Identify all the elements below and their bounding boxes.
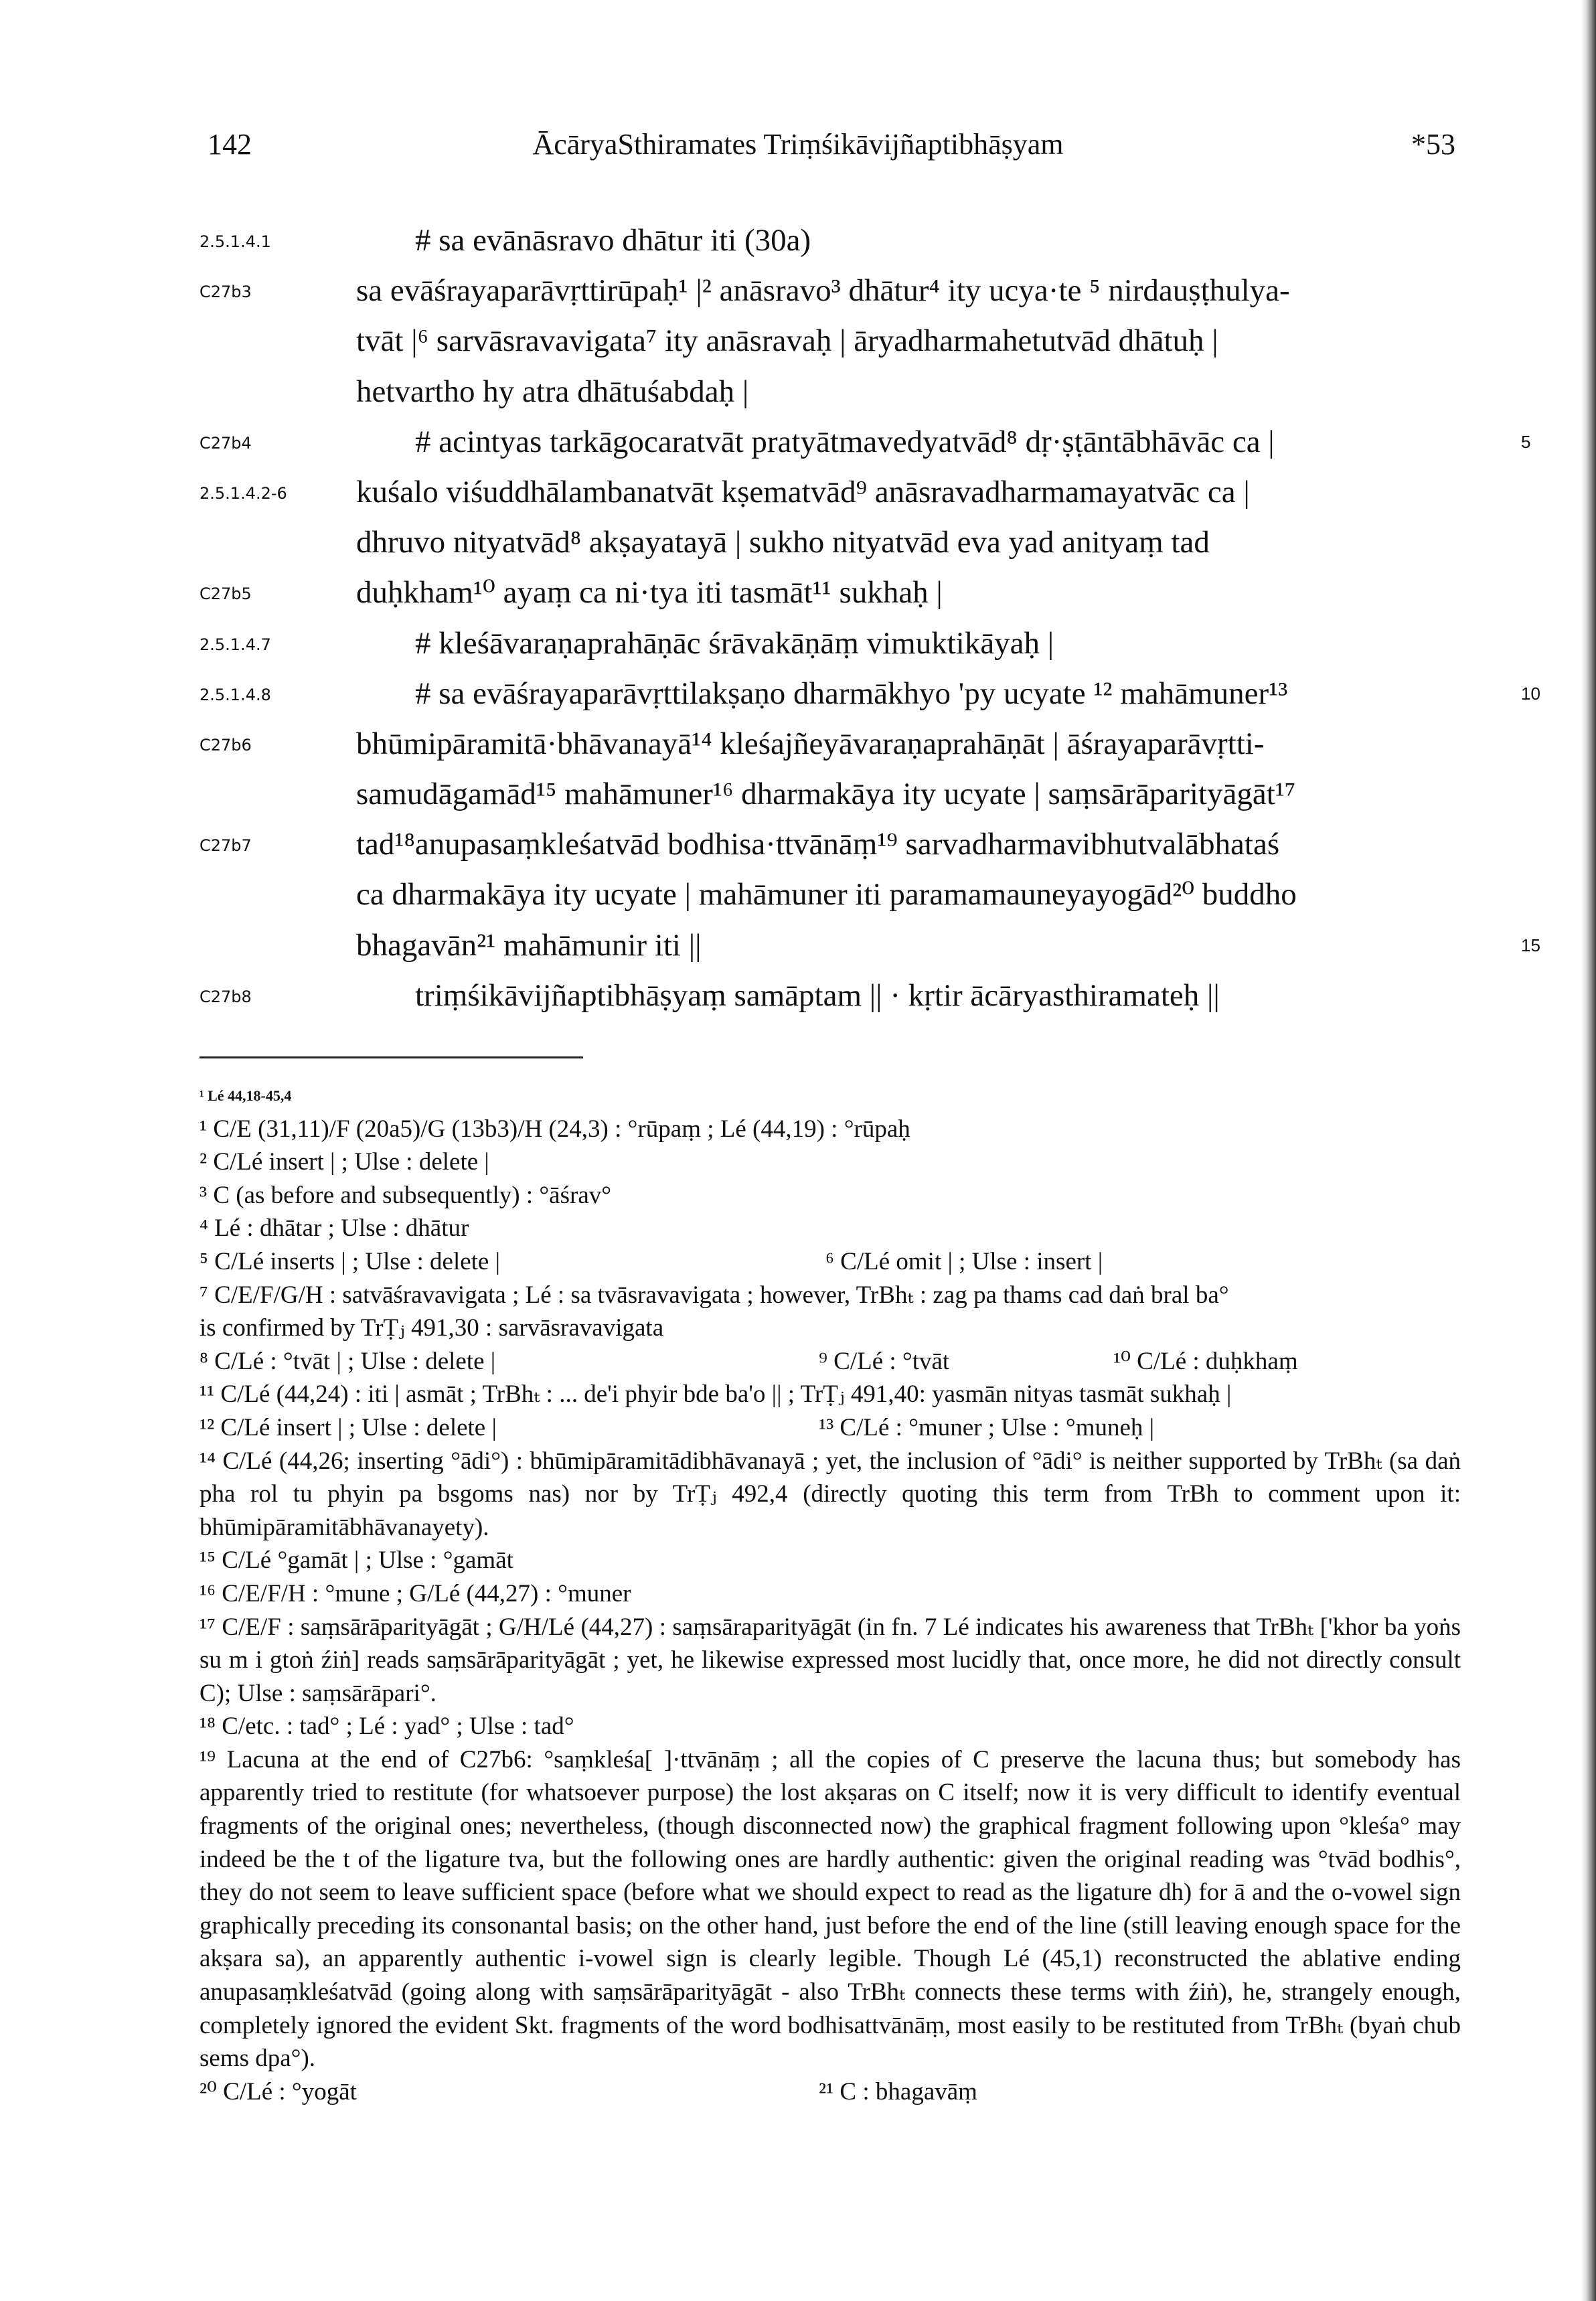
line-number: 15 — [1521, 935, 1540, 955]
main-line — [0, 417, 1596, 467]
line-text: # sa evāśrayaparāvṛttilakṣaṇo dharmākhyo 'py ucyate ¹² mahāmuner¹³ — [415, 676, 1288, 711]
line-reference: 2.5.1.4.2-6 — [200, 483, 287, 503]
running-title: ĀcāryaSthiramates Triṃśikāvijñaptibhāṣyam — [532, 128, 1064, 161]
footnote: ¹⁵ C/Lé °gamāt | ; Ulse : °gamāt — [200, 1546, 513, 1575]
line-reference: C27b3 — [200, 283, 252, 302]
footnotes — [200, 1079, 1461, 2108]
footnote: ⁶ C/Lé omit | ; Ulse : insert | — [825, 1247, 1103, 1275]
footnote: ⁸ C/Lé : °tvāt | ; Ulse : delete | — [200, 1347, 496, 1375]
line-text: ca dharmakāya ity ucyate | mahāmuner iti paramamauneyayogād²⁰ buddho — [356, 877, 1297, 913]
line-reference: C27b4 — [200, 433, 252, 453]
footnote-row — [200, 1411, 1461, 1445]
footnote: ¹¹ C/Lé (44,24) : iti | asmāt ; TrBhₜ : ... de'i phyir bde ba'o || ; TrṬⱼ 491,40: yasmān nityas tasmāt sukhaḥ | — [200, 1380, 1232, 1409]
line-text: # kleśāvaraṇaprahāṇāc śrāvakāṇāṃ vimuktikāyaḥ | — [415, 625, 1054, 661]
line-text: sa evāśrayaparāvṛttirūpaḥ¹ |² anāsravo³ dhātur⁴ ity ucya·te ⁵ nirdauṣṭhulya- — [356, 273, 1290, 309]
footnote: ⁵ C/Lé inserts | ; Ulse : delete | — [200, 1247, 501, 1275]
line-text: tvāt |⁶ sarvāsravavigata⁷ ity anāsravaḥ | āryadharmahetutvād dhātuḥ | — [356, 323, 1218, 359]
footnote: ¹³ C/Lé : °muner ; Ulse : °muneḥ | — [819, 1413, 1155, 1441]
line-text: triṃśikāvijñaptibhāṣyaṃ samāptam || · kṛtir ācāryasthiramateḥ || — [415, 977, 1220, 1013]
footnote: ¹² C/Lé insert | ; Ulse : delete | — [200, 1413, 497, 1441]
running-header — [0, 127, 1596, 167]
line-reference: C27b5 — [200, 584, 252, 604]
footnote: ³ C (as before and subsequently) : °āśrav° — [200, 1181, 612, 1209]
footnote-row — [200, 2075, 1461, 2109]
main-line — [0, 669, 1596, 719]
footnote-rule — [200, 1056, 583, 1058]
footnote: ¹⁶ C/E/F/H : °mune ; G/Lé (44,27) : °muner — [200, 1579, 631, 1607]
line-reference: 2.5.1.4.7 — [200, 635, 271, 654]
footnote: ¹⁰ C/Lé : duḥkhaṃ — [1113, 1347, 1298, 1375]
main-line — [0, 971, 1596, 1021]
main-line — [0, 216, 1596, 266]
line-text: bhagavān²¹ mahāmunir iti || — [356, 927, 702, 963]
footnote: ¹ Lé 44,18-45,4 — [200, 1087, 292, 1104]
main-line — [0, 619, 1596, 669]
main-line — [0, 316, 1596, 366]
folio-number: *53 — [1411, 128, 1455, 161]
footnote-row — [200, 1245, 1461, 1279]
line-reference: C27b7 — [200, 836, 252, 856]
main-line — [0, 719, 1596, 769]
line-reference: 2.5.1.4.8 — [200, 685, 271, 704]
line-reference: C27b6 — [200, 735, 252, 755]
main-line — [0, 769, 1596, 819]
footnote: ¹⁴ C/Lé (44,26; inserting °ādi°) : bhūmipāramitādibhāvanayā ; yet, the inclusion of °ādi° is neither supported by TrBhₜ (sa daṅ pha rol tu phyin pa bsgoms nas) nor by TrṬⱼ 492,4 (directly quoting this term from TrBh to comment upon it: bhūmipāramitābhāvanayety). — [200, 1447, 1461, 1541]
main-line — [0, 568, 1596, 618]
line-number: 10 — [1521, 683, 1540, 704]
line-text: duḥkham¹⁰ ayaṃ ca ni·tya iti tasmāt¹¹ sukhaḥ | — [356, 575, 943, 611]
footnote: ² C/Lé insert | ; Ulse : delete | — [200, 1148, 489, 1176]
footnote: ⁴ Lé : dhātar ; Ulse : dhātur — [200, 1214, 469, 1243]
line-text: dhruvo nityatvād⁸ akṣayatayā | sukho nityatvād eva yad anityaṃ tad — [356, 525, 1210, 560]
main-line — [0, 921, 1596, 971]
footnote: ¹⁹ Lacuna at the end of C27b6: °saṃkleśa[ ]·ttvānāṃ ; all the copies of C preserve the lacuna thus; but somebody has apparently tried to restitute (for whatsoever purpose) the lost akṣaras on C itself; now it is very difficult to identify eventual fragments of the original ones; nevertheless, (though disconnected now) the graphical fragment following upon °kleśa° may indeed be the t of the ligature tva, but the following ones are hardly authentic: given the original reading was °tvād bodhis°, they do not seem to leave sufficient space (before what we should expect to read as the ligature dh) for ā and the o-vowel sign graphically preceding its consonantal basis; on the other hand, just before the end of the line (still leaving enough space for the akṣara sa), an apparently authentic i-vowel sign is clearly legible. Though Lé (45,1) reconstructed the ablative ending anupasaṃkleśatvād (going along with saṃsārāparityāgāt - also TrBhₜ connects these terms with źiṅ), he, strangely enough, completely ignored the evident Skt. fragments of the word bodhisattvānāṃ, most easily to be restituted from TrBhₜ (byaṅ chub sems dpa°). — [200, 1745, 1461, 2073]
page-number: 142 — [208, 128, 252, 161]
footnote: ⁷ C/E/F/G/H : satvāśravavigata ; Lé : sa tvāsravavigata ; however, TrBhₜ : zag pa thams cad daṅ bral ba° — [200, 1281, 1229, 1309]
footnote-row — [200, 1345, 1461, 1378]
line-text: # acintyas tarkāgocaratvāt pratyātmavedyatvād⁸ dṛ·ṣṭāntābhāvāc ca | — [415, 424, 1275, 459]
line-text: kuśalo viśuddhālambanatvāt kṣematvād⁹ anāsravadharmamayatvāc ca | — [356, 474, 1250, 509]
main-line — [0, 367, 1596, 417]
main-line — [0, 266, 1596, 316]
main-text — [0, 216, 1596, 1021]
footnote: ⁹ C/Lé : °tvāt — [819, 1347, 950, 1375]
main-line — [0, 870, 1596, 920]
line-text: hetvartho hy atra dhātuśabdaḥ | — [356, 374, 749, 409]
line-reference: 2.5.1.4.1 — [200, 232, 271, 251]
line-text: tad¹⁸anupasaṃkleśatvād bodhisa·ttvānāṃ¹⁹ sarvadharmavibhutvalābhataś — [356, 827, 1280, 862]
main-line — [0, 518, 1596, 568]
line-number: 5 — [1521, 431, 1531, 452]
footnote: ¹⁸ C/etc. : tad° ; Lé : yad° ; Ulse : tad° — [200, 1713, 574, 1741]
footnote: ²⁰ C/Lé : °yogāt — [200, 2077, 357, 2106]
footnote: is confirmed by TrṬⱼ 491,30 : sarvāsravavigata — [200, 1314, 664, 1342]
footnote: ¹ C/E (31,11)/F (20a5)/G (13b3)/H (24,3) : °rūpaṃ ; Lé (44,19) : °rūpaḥ — [200, 1115, 910, 1143]
line-reference: C27b8 — [200, 987, 252, 1006]
footnote: ¹⁷ C/E/F : saṃsārāparityāgāt ; G/H/Lé (44,27) : saṃsāraparityāgāt (in fn. 7 Lé indicates his awareness that TrBhₜ ['khor ba yoṅs su m i gtoṅ źiṅ] reads saṃsārāparityāgāt ; yet, he likewise expressed most lucidly that, once more, he did not directly consult C); Ulse : saṃsārāpari°. — [200, 1613, 1461, 1707]
main-line — [0, 819, 1596, 870]
main-line — [0, 467, 1596, 518]
footnote: ²¹ C : bhagavāṃ — [819, 2077, 977, 2106]
line-text: bhūmipāramitā·bhāvanayā¹⁴ kleśajñeyāvaraṇaprahāṇāt | āśrayaparāvṛtti- — [356, 726, 1265, 761]
line-text: samudāgamād¹⁵ mahāmuner¹⁶ dharmakāya ity ucyate | saṃsārāparityāgāt¹⁷ — [356, 777, 1296, 812]
line-text: # sa evānāsravo dhātur iti (30a) — [415, 223, 811, 258]
